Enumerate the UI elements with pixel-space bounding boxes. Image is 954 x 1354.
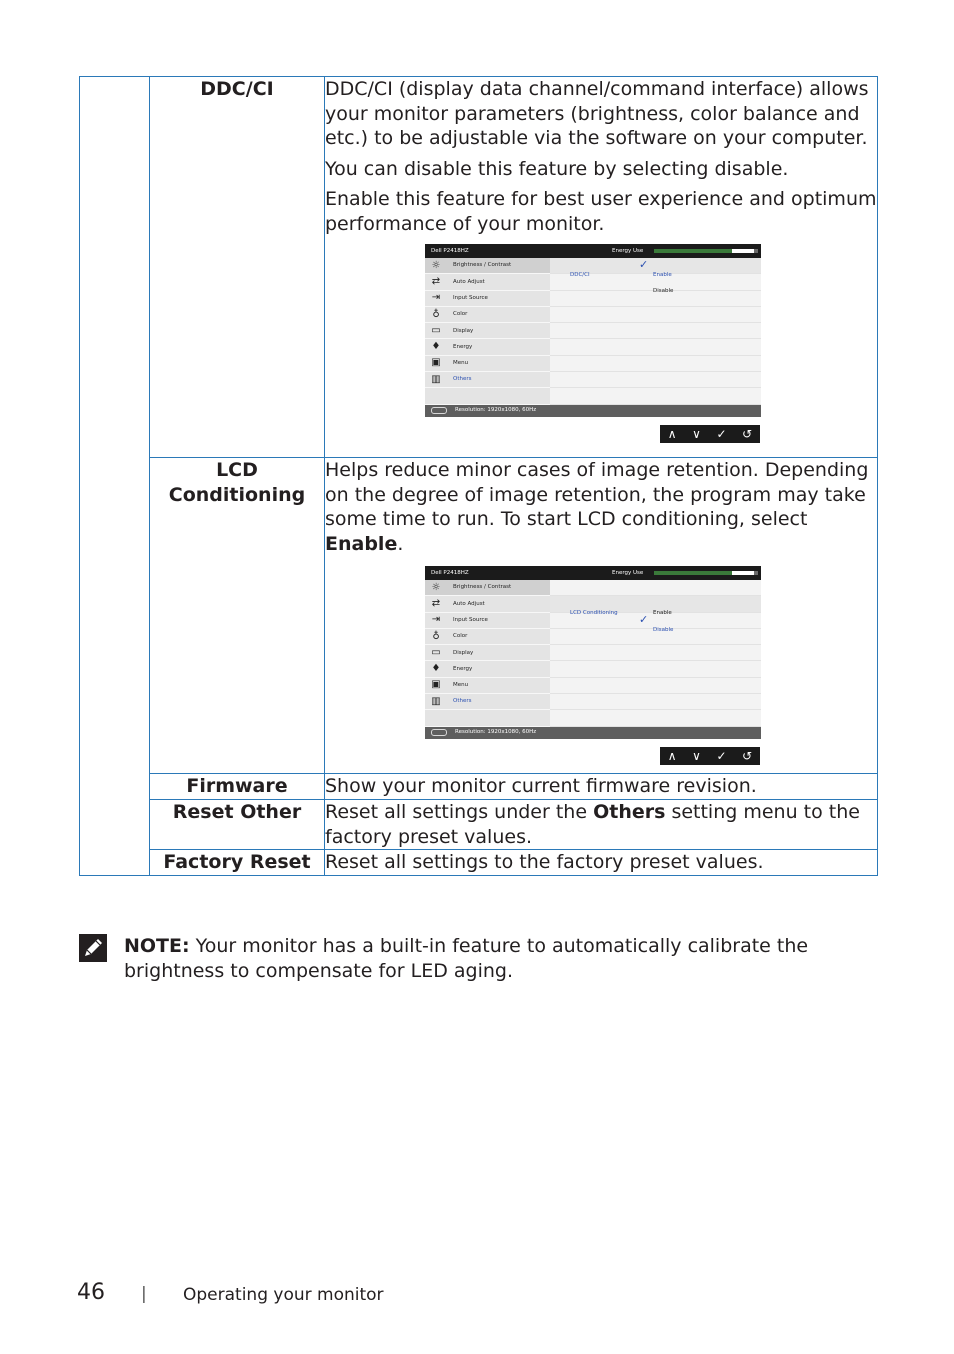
row-lcd-conditioning	[80, 458, 878, 774]
reset-other-text: Reset all settings under the	[325, 801, 594, 823]
row-factory-reset	[80, 850, 878, 876]
osd-row-disable[interactable]	[550, 612, 761, 633]
others-icon: ▥	[431, 373, 441, 385]
osd-row-empty	[550, 291, 761, 307]
osd-row-empty	[550, 710, 761, 726]
label-lcd-conditioning	[150, 458, 325, 774]
empty-left-column	[80, 77, 150, 876]
ddc-paragraph-1: DDC/CI (display data channel/command interface) allows your monitor parameters (brightness, color balance and etc.) to be adjustable via the software on your computer.	[325, 78, 869, 149]
osd-row-empty	[550, 339, 761, 355]
brightness-icon: ☼	[431, 581, 441, 593]
energy-use-tip	[732, 249, 754, 253]
osd-row-empty	[550, 580, 761, 596]
osd-row-empty	[550, 388, 761, 404]
osd-item-others[interactable]: ▥ Others	[425, 372, 550, 388]
osd-footer	[425, 727, 761, 739]
lcd-conditioning-option: LCD Conditioning	[570, 610, 618, 617]
osd-header	[425, 566, 761, 580]
osd-row-empty	[550, 694, 761, 710]
lcd-label-line-1: LCD	[216, 459, 258, 481]
menu-icon: ▣	[431, 357, 441, 369]
osd-lcd-conditioning	[425, 566, 761, 765]
label-ddc-ci: DDC/CI	[150, 77, 325, 458]
note-pencil-icon	[79, 934, 107, 962]
note-text	[124, 934, 844, 983]
osd-row-empty	[550, 629, 761, 645]
osd-item-energy[interactable]: ♦ Energy	[425, 339, 550, 355]
osd-row-empty	[550, 661, 761, 677]
note-label: NOTE:	[124, 935, 190, 957]
osd-menu	[425, 580, 550, 727]
osd-model: Dell P2418HZ	[431, 247, 469, 254]
row-firmware	[80, 774, 878, 800]
color-icon: ♁	[432, 630, 440, 642]
check-icon[interactable]: ✓	[716, 748, 727, 763]
lcd-text: Helps reduce minor cases of image retention. Depending on the degree of image retention, the program may take some time to run. To start LCD conditioning, select	[325, 459, 869, 530]
energy-icon: ♦	[431, 663, 441, 675]
osd-ddc-ci	[425, 244, 761, 443]
disable-option: Disable	[653, 626, 674, 633]
osd-row-empty	[550, 307, 761, 323]
up-arrow-icon[interactable]: ∧	[667, 748, 677, 763]
display-icon: ▭	[431, 324, 441, 336]
energy-icon: ♦	[431, 341, 441, 353]
label-firmware: Firmware	[150, 774, 325, 800]
osd-row-disable[interactable]	[550, 274, 761, 295]
up-arrow-icon[interactable]: ∧	[667, 426, 677, 441]
osd-item-others[interactable]: ▥ Others	[425, 694, 550, 710]
osd-item-auto-adjust[interactable]: ⇄ Auto Adjust	[425, 274, 550, 290]
ddc-paragraph-2: You can disable this feature by selecting disable.	[325, 157, 789, 180]
back-icon[interactable]: ↺	[742, 426, 753, 441]
desc-factory-reset: Reset all settings to the factory preset values.	[325, 850, 878, 876]
osd-item-display[interactable]: ▭ Display	[425, 645, 550, 661]
desc-lcd-conditioning	[325, 458, 878, 774]
label-reset-other: Reset Other	[150, 800, 325, 850]
osd-resolution: Resolution: 1920x1080, 60Hz	[455, 729, 537, 736]
enable-option: Enable	[653, 610, 672, 617]
osd-buttons	[660, 425, 760, 443]
osd-resolution: Resolution: 1920x1080, 60Hz	[455, 407, 537, 414]
osd-model: Dell P2418HZ	[431, 569, 469, 576]
osd-item-menu[interactable]: ▣ Menu	[425, 678, 550, 694]
osd-item-display[interactable]: ▭ Display	[425, 323, 550, 339]
footer-separator: |	[141, 1284, 147, 1304]
energy-use-bar	[654, 571, 758, 575]
osd-buttons	[660, 747, 760, 765]
osd-item-brightness[interactable]: ☼ Brightness / Contrast	[425, 580, 550, 596]
check-icon: ✓	[639, 258, 649, 271]
osd-footer	[425, 405, 761, 417]
osd-item-brightness[interactable]: ☼ Brightness / Contrast	[425, 258, 550, 274]
osd-item-color[interactable]: ♁ Color	[425, 307, 550, 323]
osd-item-menu[interactable]: ▣ Menu	[425, 356, 550, 372]
input-source-icon: ⇥	[431, 614, 441, 626]
row-ddc-ci	[80, 77, 878, 458]
osd-row-empty	[550, 372, 761, 388]
brightness-icon: ☼	[431, 259, 441, 271]
osd-row-empty	[550, 323, 761, 339]
lcd-text-end: .	[397, 532, 404, 555]
menu-icon: ▣	[431, 679, 441, 691]
energy-use-label: Energy Use	[612, 569, 644, 576]
enable-option: Enable	[653, 272, 672, 278]
section-title: Operating your monitor	[183, 1285, 384, 1305]
ddc-ci-option: DDC/CI	[570, 272, 590, 278]
note-body: Your monitor has a built-in feature to automatically calibrate the brightness to compensate for LED aging.	[124, 935, 809, 982]
desc-firmware: Show your monitor current firmware revision.	[325, 774, 878, 800]
page-number: 46	[77, 1280, 105, 1305]
osd-item-color[interactable]: ♁ Color	[425, 629, 550, 645]
disable-option: Disable	[653, 288, 674, 295]
osd-row-empty	[550, 678, 761, 694]
energy-use-tip	[732, 571, 754, 575]
osd-row-empty	[550, 645, 761, 661]
osd-row-empty	[550, 356, 761, 372]
energy-use-fill	[654, 249, 733, 253]
reset-other-bold: Others	[593, 801, 666, 823]
osd-item-input-source[interactable]: ⇥ Input Source	[425, 613, 550, 629]
osd-header	[425, 244, 761, 258]
ddc-paragraph-3: Enable this feature for best user experience and optimum performance of your monitor.	[325, 188, 877, 235]
input-source-icon: ⇥	[431, 292, 441, 304]
settings-table	[79, 76, 878, 876]
osd-menu	[425, 258, 550, 405]
energy-use-bar	[654, 249, 758, 253]
down-arrow-icon[interactable]: ∨	[692, 426, 701, 441]
osd-item-auto-adjust[interactable]: ⇄ Auto Adjust	[425, 596, 550, 612]
osd-row-ddc-ci[interactable]	[550, 258, 761, 278]
back-icon[interactable]: ↺	[742, 748, 753, 763]
osd-panel	[550, 580, 761, 727]
auto-adjust-icon: ⇄	[431, 275, 441, 287]
others-icon: ▥	[431, 695, 441, 707]
check-icon: ✓	[639, 612, 649, 626]
energy-use-label: Energy Use	[612, 247, 644, 254]
page-footer	[77, 1280, 577, 1310]
desc-reset-other	[325, 800, 878, 850]
osd-row-lcd-conditioning[interactable]	[550, 596, 761, 617]
desc-ddc-ci	[325, 77, 878, 458]
display-icon: ▭	[431, 646, 441, 658]
lcd-paragraph	[325, 458, 877, 556]
down-arrow-icon[interactable]: ∨	[692, 748, 701, 763]
lcd-enable-bold: Enable	[325, 532, 398, 555]
color-icon: ♁	[432, 308, 440, 320]
osd-item-energy[interactable]: ♦ Energy	[425, 661, 550, 677]
reset-other-text-after: setting menu to the factory preset values.	[325, 801, 860, 848]
osd-panel	[550, 258, 761, 405]
lcd-label-line-2: Conditioning	[168, 484, 306, 506]
label-factory-reset: Factory Reset	[150, 850, 325, 876]
row-reset-other	[80, 800, 878, 850]
check-icon[interactable]: ✓	[716, 426, 727, 441]
osd-item-input-source[interactable]: ⇥ Input Source	[425, 291, 550, 307]
hdmi-port-icon	[431, 729, 447, 736]
auto-adjust-icon: ⇄	[431, 597, 441, 609]
hdmi-port-icon	[431, 407, 447, 414]
energy-use-fill	[654, 571, 733, 575]
